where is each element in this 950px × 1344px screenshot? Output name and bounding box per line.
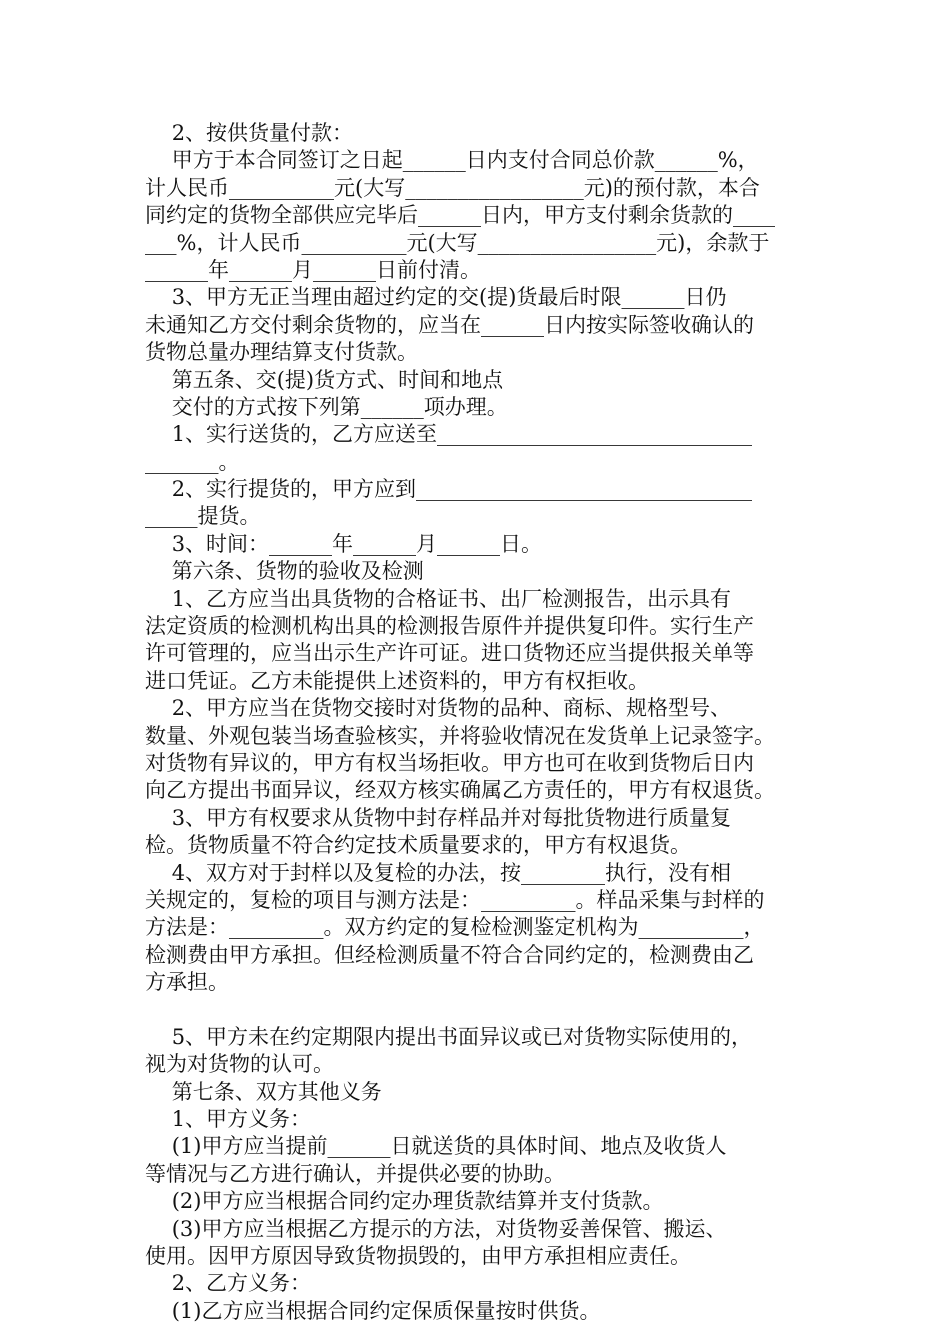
- text-line: 方法是：_________。双方约定的复检检测鉴定机构为__________，: [145, 915, 765, 940]
- blank-line: [145, 997, 809, 1024]
- text-line: 2、甲方应当在货物交接时对货物的品种、商标、规格型号、: [145, 696, 732, 721]
- text-line: 1、乙方应当出具货物的合格证书、出厂检测报告，出示具有: [145, 586, 732, 611]
- text-line: _____提货。: [145, 504, 261, 529]
- text-line: _______。: [145, 449, 240, 474]
- text-line: 5、甲方未在约定期限内提出书面异议或已对货物实际使用的，: [145, 1024, 753, 1049]
- text-line: 等情况与乙方进行确认，并提供必要的协助。: [145, 1161, 565, 1186]
- section-heading: 第七条、双方其他义务: [145, 1079, 382, 1104]
- section-heading: 第六条、货物的验收及检测: [145, 559, 424, 584]
- text-line: 检测费由甲方承担。但经检测质量不符合合同约定的，检测费由乙: [145, 942, 754, 967]
- contract-body: [145, 120, 809, 1325]
- text-line: 检。货物质量不符合约定技术质量要求的，甲方有权退货。: [145, 833, 691, 858]
- text-line: ______年______月______日前付清。: [145, 257, 481, 282]
- text-line: 同约定的货物全部供应完毕后______日内，甲方支付剩余货款的____: [145, 203, 775, 228]
- text-line: 视为对货物的认可。: [145, 1052, 334, 1077]
- text-line: 许可管理的，应当出示生产许可证。进口货物还应当提供报关单等: [145, 641, 754, 666]
- text-line: 4、双方对于封样以及复检的办法，按________执行，没有相: [145, 860, 732, 885]
- text-line: 方承担。: [145, 970, 229, 995]
- text-line: 货物总量办理结算支付货款。: [145, 340, 418, 365]
- text-line: 对货物有异议的，甲方有权当场拒收。甲方也可在收到货物后日内: [145, 750, 754, 775]
- text-line: 2、乙方义务：: [145, 1271, 312, 1296]
- text-line: (3)甲方应当根据乙方提示的方法，对货物妥善保管、搬运、: [145, 1216, 727, 1241]
- text-line: 进口凭证。乙方未能提供上述资料的，甲方有权拒收。: [145, 668, 649, 693]
- text-line: 3、甲方无正当理由超过约定的交(提)货最后时限______日仍: [145, 285, 727, 310]
- text-line: 向乙方提出书面异议，经双方核实确属乙方责任的，甲方有权退货。: [145, 778, 775, 803]
- text-line: 使用。因甲方原因导致货物损毁的，由甲方承担相应责任。: [145, 1244, 691, 1269]
- text-line: (1)甲方应当提前______日就送货的具体时间、地点及收货人: [145, 1134, 727, 1159]
- text-line: 3、时间：______年______月______日。: [145, 531, 543, 556]
- text-line: ___%，计人民币__________元(大写_________________元)，余款于: [145, 230, 770, 255]
- text-line: 2、按供货量付款：: [145, 121, 354, 145]
- text-line: 关规定的，复检的项目与测方法是：_________。样品采集与封样的: [145, 887, 765, 912]
- text-line: 数量、外观包装当场查验核实，并将验收情况在发货单上记录签字。: [145, 723, 775, 748]
- text-line: 法定资质的检测机构出具的检测报告原件并提供复印件。实行生产: [145, 614, 754, 639]
- text-line: 1、甲方义务：: [145, 1107, 312, 1132]
- text-line: 未通知乙方交付剩余货物的，应当在______日内按实际签收确认的: [145, 312, 754, 337]
- text-line: (1)乙方应当根据合同约定保质保量按时供货。: [145, 1298, 601, 1323]
- text-line: (2)甲方应当根据合同约定办理货款结算并支付货款。: [145, 1189, 664, 1214]
- section-heading: 第五条、交(提)货方式、时间和地点: [145, 367, 504, 392]
- text-line: 计人民币__________元(大写_________________元)的预付款，本合: [145, 175, 760, 200]
- text-line: 交付的方式按下列第______项办理。: [145, 394, 508, 419]
- text-line: 2、实行提货的，甲方应到________________________________: [145, 477, 753, 502]
- text-line: 甲方于本合同签订之日起______日内支付合同总价款______%，: [145, 148, 759, 173]
- text-line: 3、甲方有权要求从货物中封存样品并对每批货物进行质量复: [145, 805, 732, 830]
- text-line: 1、实行送货的，乙方应送至______________________________: [145, 422, 753, 447]
